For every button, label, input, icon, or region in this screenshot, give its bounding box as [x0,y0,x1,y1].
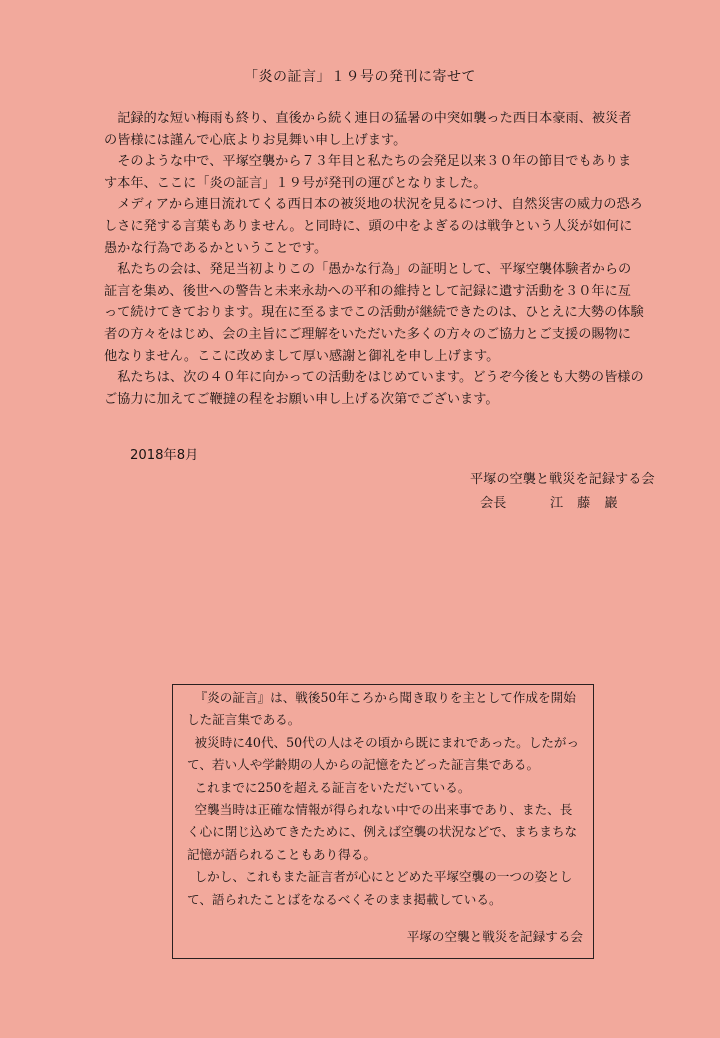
letter-paragraph: メディアから連日流れてくる西日本の被災地の状況を見るにつけ、自然災害の威力の恐ろしさに発する言葉もありません。と同時に、頭の中をよぎるのは戦争という人災が如何に愚かな行為であるかということです。 [104,197,643,256]
signature-line [480,492,632,511]
signature-role: 会長 [480,496,507,511]
signature-name: 江藤巖 [550,496,632,511]
letter-paragraph: 私たちの会は、発足当初よりこの「愚かな行為」の証明として、平塚空襲体験者からの証言を集め、後世への警告と未来永劫への平和の維持として記録に遺す活動を３０年に亙って続けてきております。現在に至るまでこの活動が継続できたのは、ひとえに大勢の体験者の方々をはじめ、会の主旨にご理解をいただいた多くの方々のご協力とご支援の賜物に他なりません。ここに改めまして厚い感謝と御礼を申し上げます。 [104,262,644,364]
signature-organization: 平塚の空襲と戦災を記録する会 [470,472,655,487]
letter-paragraph: 記録的な短い梅雨も終り、直後から続く連日の猛暑の中突如襲った西日本豪雨、被災者の皆様には謹んで心底よりお見舞い申し上げます。 [104,111,632,148]
notice-box [172,684,594,959]
letter-body [104,108,644,410]
notice-paragraph: 被災時に40代、50代の人はその頃から既にまれであった。したがって、若い人や学齢期の人からの記憶をたどった証言集である。 [187,734,580,773]
letter-paragraph: そのような中で、平塚空襲から７３年目と私たちの会発足以来３０年の節目でもあります本年、ここに「炎の証言」１９号が発刊の運びとなりました。 [104,154,632,191]
document-title: 「炎の証言」１９号の発刊に寄せて [244,69,476,85]
notice-paragraph: これまでに250を超える証言をいただいている。 [194,779,471,795]
letter-date: 2018年8月 [130,448,199,463]
letter-paragraph: 私たちは、次の４０年に向かっての活動をはじめています。どうぞ今後とも大勢の皆様のご協力に加えてご鞭撻の程をお願い申し上げる次第でございます。 [104,370,644,407]
notice-paragraph: 空襲当時は正確な情報が得られない中での出来事であり、また、長く心に閉じ込めてきたために、例えば空襲の状況などで、まちまちな記憶が語られることもあり得る。 [187,802,578,862]
notice-paragraph: しかし、これもまた証言者が心にとどめた平塚空襲の一つの姿として、語られたことばをなるべくそのまま掲載している。 [187,869,573,907]
notice-footer: 平塚の空襲と戦災を記録する会 [406,928,583,944]
notice-paragraph: 『炎の証言』は、戦後50年ころから聞き取りを主として作成を開始した証言集である。 [187,690,576,728]
